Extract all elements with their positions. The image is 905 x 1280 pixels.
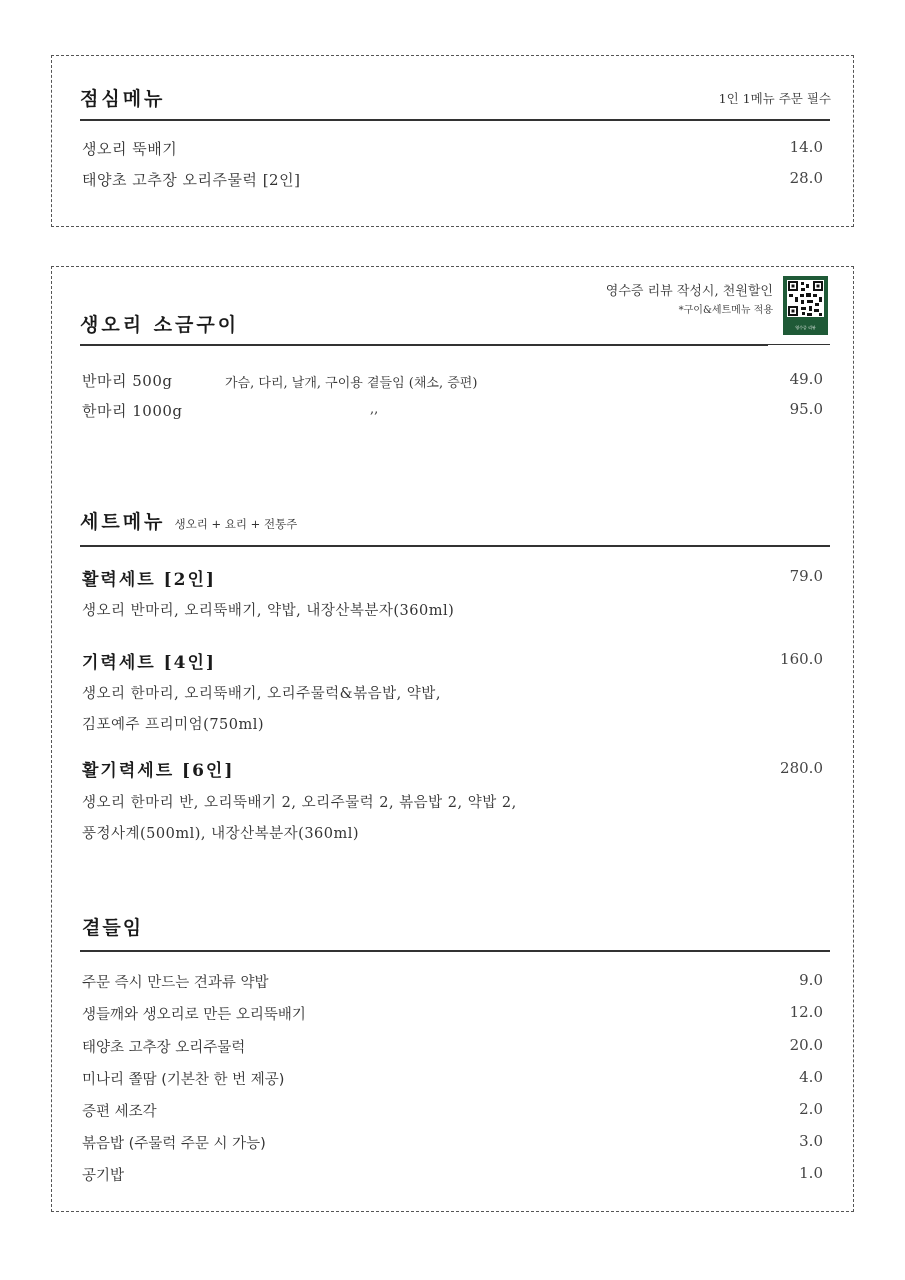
lunch-item-name: 태양초 고추장 오리주물럭 [2인]: [82, 171, 301, 189]
qr-caption: 영수증 리뷰: [795, 325, 816, 330]
grill-item-desc: 가슴, 다리, 날개, 구이용 곁들임 (채소, 증편): [225, 376, 478, 391]
set-contents: 생오리 반마리, 오리뚝배기, 약밥, 내장산복분자(360ml): [82, 603, 455, 619]
main-menu-section: [51, 266, 854, 1212]
set-name: 활력세트 [2인]: [82, 570, 216, 590]
side-item-price: 2.0: [799, 1100, 823, 1118]
grill-item-price: 95.0: [789, 400, 823, 418]
side-item-name: 미나리 쫄땀 (기본찬 한 번 제공): [82, 1072, 285, 1088]
grill-divider: [80, 344, 768, 346]
side-item-price: 20.0: [789, 1036, 823, 1054]
grill-divider-end: [768, 344, 830, 345]
side-item-name: 주문 즉시 만드는 견과류 약밥: [82, 975, 269, 991]
grill-promo-sub: *구이&세트메뉴 적용: [678, 305, 773, 316]
side-item-price: 4.0: [799, 1068, 823, 1086]
set-price: 160.0: [780, 650, 823, 668]
sets-subtitle: 생오리 + 요리 + 전통주: [174, 517, 298, 531]
sets-heading: [80, 507, 297, 534]
set-name: 기력세트 [4인]: [82, 653, 216, 673]
grill-item-name: 한마리 1000g: [82, 402, 183, 420]
set-contents: 생오리 한마리 반, 오리뚝배기 2, 오리주물럭 2, 볶음밥 2, 약밥 2,: [82, 795, 517, 811]
lunch-divider: [80, 119, 830, 121]
side-item-name: 태양초 고추장 오리주물럭: [82, 1040, 246, 1056]
side-item-price: 1.0: [799, 1164, 823, 1182]
side-item-name: 볶음밥 (주물럭 주문 시 가능): [82, 1136, 266, 1152]
qr-code-icon: [787, 280, 824, 317]
lunch-note: 1인 1메뉴 주문 필수: [718, 91, 831, 106]
side-item-name: 공기밥: [82, 1168, 125, 1184]
set-contents: 김포예주 프리미엄(750ml): [82, 717, 265, 733]
sides-divider: [80, 950, 830, 952]
grill-promo: 영수증 리뷰 작성시, 천원할인: [605, 284, 773, 299]
set-contents: 생오리 한마리, 오리뚝배기, 오리주물럭&볶음밥, 약밥,: [82, 686, 441, 702]
lunch-menu-section: [51, 55, 854, 227]
set-price: 79.0: [789, 567, 823, 585]
lunch-item-price: 28.0: [789, 169, 823, 187]
grill-item-desc: ,,: [370, 402, 379, 417]
lunch-item-price: 14.0: [789, 138, 823, 156]
sides-title: 곁들임: [82, 917, 144, 939]
set-contents: 풍정사계(500ml), 내장산복분자(360ml): [82, 826, 360, 842]
side-item-price: 12.0: [789, 1003, 823, 1021]
grill-title: 생오리 소금구이: [80, 314, 240, 336]
side-item-name: 생들깨와 생오리로 만든 오리뚝배기: [82, 1007, 306, 1023]
grill-item-price: 49.0: [789, 370, 823, 388]
grill-item-name: 반마리 500g: [82, 372, 173, 390]
set-price: 280.0: [780, 759, 823, 777]
side-item-price: 3.0: [799, 1132, 823, 1150]
sets-divider: [80, 545, 830, 547]
lunch-item-name: 생오리 뚝배기: [82, 140, 178, 158]
set-name: 활기력세트 [6인]: [82, 761, 235, 781]
review-qr-code[interactable]: [783, 276, 828, 335]
sets-title: 세트메뉴: [80, 511, 166, 533]
side-item-price: 9.0: [799, 971, 823, 989]
side-item-name: 증편 세조각: [82, 1104, 157, 1120]
lunch-title: 점심메뉴: [80, 88, 166, 110]
